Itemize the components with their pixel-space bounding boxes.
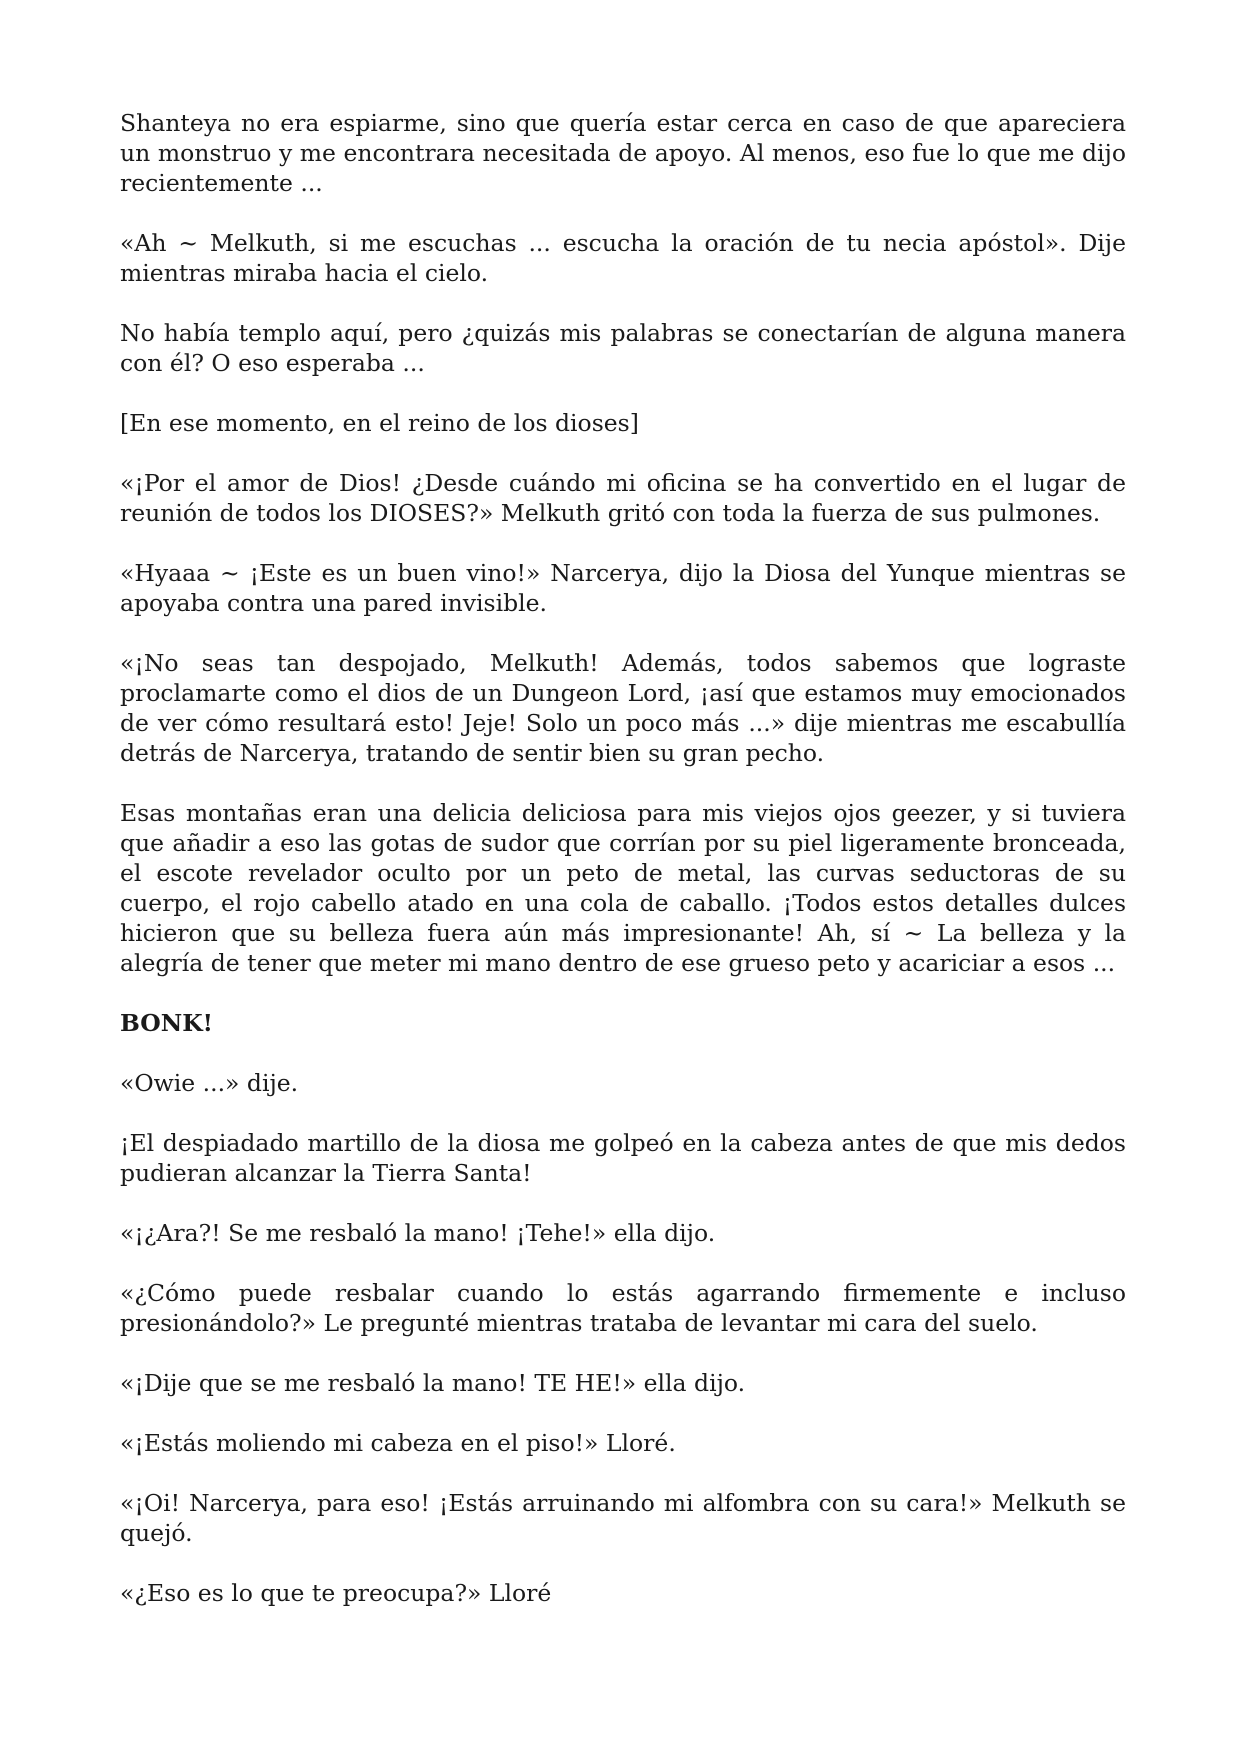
scene-marker: [En ese momento, en el reino de los dioses] <box>120 409 639 437</box>
paragraph: «¡Por el amor de Dios! ¿Desde cuándo mi oficina se ha convertido en el lugar de reunión de todos los DIOSES?» Melkuth gritó con toda la fuerza de sus pulmones. <box>120 469 1126 527</box>
document-page <box>120 108 1126 1638</box>
paragraph: «¡¿Ara?! Se me resbaló la mano! ¡Tehe!» ella dijo. <box>120 1219 716 1247</box>
paragraph: «¡No seas tan despojado, Melkuth! Además, todos sabemos que lograste proclamarte como el dios de un Dungeon Lord, ¡así que estamos muy emocionados de ver cómo resultará esto! Jeje! Solo un poco más ...» dije mientras me escabullía detrás de Narcerya, tratando de sentir bien su gran pecho. <box>120 649 1126 767</box>
sound-effect-heading: BONK! <box>120 1009 213 1037</box>
paragraph: Esas montañas eran una delicia deliciosa para mis viejos ojos geezer, y si tuviera que añadir a eso las gotas de sudor que corrían por su piel ligeramente bronceada, el escote revelador oculto por un peto de metal, las curvas seductoras de su cuerpo, el rojo cabello atado en una cola de caballo. ¡Todos estos detalles dulces hicieron que su belleza fuera aún más impresionante! Ah, sí ~ La belleza y la alegría de tener que meter mi mano dentro de ese grueso peto y acariciar a esos ... <box>120 799 1126 977</box>
paragraph: «Hyaaa ~ ¡Este es un buen vino!» Narcerya, dijo la Diosa del Yunque mientras se apoyaba contra una pared invisible. <box>120 559 1126 617</box>
paragraph: «¡Dije que se me resbaló la mano! TE HE!» ella dijo. <box>120 1369 746 1397</box>
paragraph: No había templo aquí, pero ¿quizás mis palabras se conectarían de alguna manera con él? O eso esperaba ... <box>120 319 1126 377</box>
paragraph: «¡Oi! Narcerya, para eso! ¡Estás arruinando mi alfombra con su cara!» Melkuth se quejó. <box>120 1489 1126 1547</box>
paragraph: «Owie ...» dije. <box>120 1069 299 1097</box>
paragraph: Shanteya no era espiarme, sino que quería estar cerca en caso de que apareciera un monstruo y me encontrara necesitada de apoyo. Al menos, eso fue lo que me dijo recientemente ... <box>120 109 1126 197</box>
paragraph: «¿Cómo puede resbalar cuando lo estás agarrando firmemente e incluso presionándolo?» Le pregunté mientras trataba de levantar mi cara del suelo. <box>120 1279 1126 1337</box>
paragraph: «¡Estás moliendo mi cabeza en el piso!» Lloré. <box>120 1429 676 1457</box>
paragraph: «Ah ~ Melkuth, si me escuchas ... escucha la oración de tu necia apóstol». Dije mientras miraba hacia el cielo. <box>120 229 1126 287</box>
paragraph: ¡El despiadado martillo de la diosa me golpeó en la cabeza antes de que mis dedos pudieran alcanzar la Tierra Santa! <box>120 1129 1126 1187</box>
paragraph: «¿Eso es lo que te preocupa?» Lloré <box>120 1579 552 1607</box>
